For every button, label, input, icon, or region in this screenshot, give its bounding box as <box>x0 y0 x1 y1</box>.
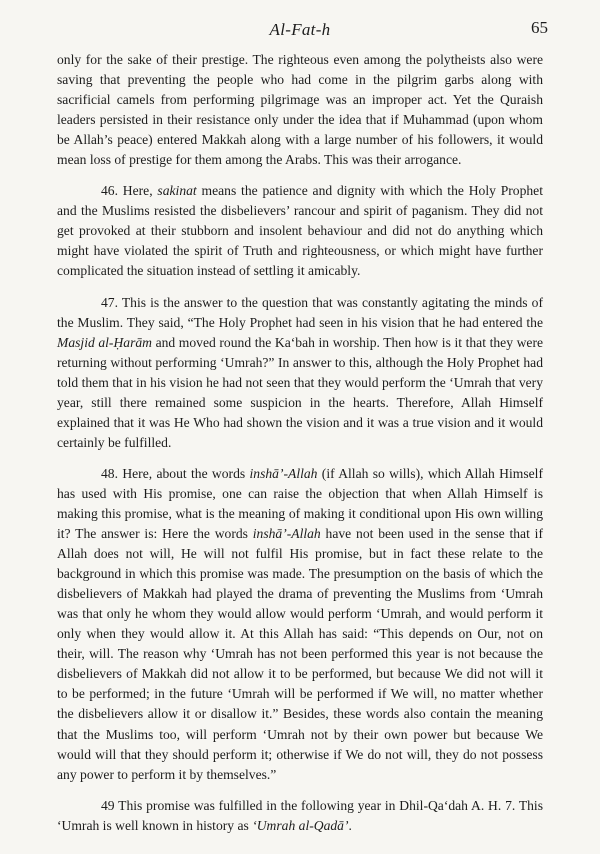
note-46 <box>57 181 543 281</box>
note-47 <box>57 293 543 453</box>
note-48-lead: 48. Here, about the words <box>101 465 250 481</box>
paragraph-continuation: only for the sake of their prestige. The righteous even among the polytheists also were saving that preventing the people who had come in the pilgrim garbs along with sacrificial camels from performing pilgrimage was an improper act. Yet the Quraish leaders persisted in their resistance only under the idea that if Muhammad (upon whom be Allah’s peace) entered Makkah along with a large number of his followers, it would mean loss of prestige for them among the Arabs. This was their arrogance. <box>57 52 543 168</box>
note-48-mid: (if Allah so wills), which Allah Himself has used with His promise, one can raise the objection that when Allah Himself is making this promise, what is the meaning of making it conditional upon His own willing it? The answer is: Here the words <box>57 465 543 542</box>
note-49-rest: . <box>348 817 352 833</box>
page-header <box>0 18 600 42</box>
note-48-term-1: inshā’-Allah <box>249 465 318 481</box>
note-46-term: sakinat <box>157 183 197 199</box>
note-46-rest: means the patience and dignity with which the Holy Prophet and the Muslims resisted the disbelievers’ rancour and spirit of paganism. They did not get provoked at their stubborn and insolent behaviour and did not do anything which might have violated the spirit of Truth and righteousness, or which might have further complicated the situation instead of settling it amicably. <box>57 183 543 279</box>
note-49 <box>57 796 543 836</box>
note-49-term: ‘Umrah al-Qadā’ <box>252 817 349 833</box>
note-47-term: Masjid al-Ḥarām <box>57 334 152 350</box>
body-text <box>57 50 543 847</box>
note-48 <box>57 464 543 785</box>
note-46-lead: 46. Here, <box>101 183 158 199</box>
page-number: 65 <box>531 18 548 37</box>
note-47-rest: and moved round the Ka‘bah in worship. Then how is it that they were returning without performing ‘Umrah?” In answer to this, although the Holy Prophet had told them that in his vision he had not seen that they would perform the ‘Umrah that very year, still there remained some suspicion in the hearts. Therefore, Allah Himself explained that it was He Who had shown the vision and it was a true vision and it would certainly be fulfilled. <box>57 334 544 450</box>
running-title: Al-Fat-h <box>269 20 331 39</box>
note-48-rest: have not been used in the sense that if Allah does not will, He will not fulfil His promise, but in fact these relate to the background in which this promise was made. The presumption on the basis of which the disbelievers of Makkah had played the drama of preventing the Muslims from ‘Umrah was that only he whom they would allow would perform ‘Umrah, and would perform it only when they would allow it. At this Allah has said: “This depends on Our, not on their, will. The reason why ‘Umrah has not been performed this year is not because the disbelievers of Makkah did not allow it to be performed, but because We did not will it to be performed; in the future ‘Umrah will be performed if We will, no matter whether the disbelievers allow it or disallow it.” Besides, these words also contain the meaning that the Muslims too, will perform ‘Umrah not by their own power but because We would will that they should perform it; otherwise if We do not will, they do not possess any power to perform it by themselves.” <box>57 526 543 782</box>
note-48-term-2: inshā’-Allah <box>252 526 321 542</box>
note-47-lead: 47. This is the answer to the question that was constantly agitating the minds of the Muslim. They said, “The Holy Prophet had seen in his vision that he had entered the <box>57 294 543 330</box>
note-49-lead: 49 This promise was fulfilled in the following year in Dhil-Qa‘dah A. H. 7. This ‘Umrah is well known in history as <box>57 797 543 833</box>
